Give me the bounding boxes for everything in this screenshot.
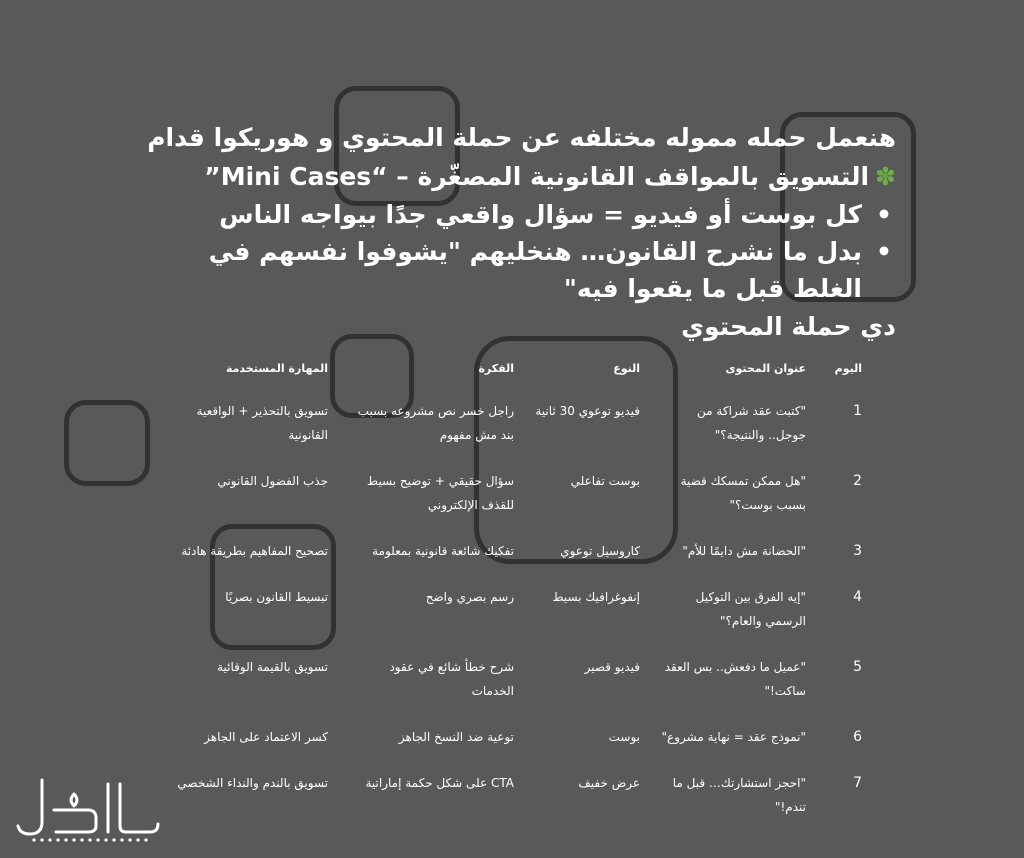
cell-day: 6: [853, 729, 862, 745]
table-header-row: [150, 362, 870, 391]
heading-block: [147, 118, 896, 346]
cell-skill: تسويق بالندم والنداء الشخصي: [177, 776, 328, 790]
cell-type: بوست: [608, 730, 640, 744]
table-row: [150, 647, 870, 717]
cell-type: فيديو توعوي 30 ثانية: [535, 404, 640, 418]
content-schedule-table: [150, 362, 870, 833]
column-header-type: النوع: [613, 362, 640, 375]
cell-day: 3: [853, 543, 862, 559]
cell-idea: راجل خسر نص مشروعه بسبب بند مش مفهوم: [357, 404, 514, 442]
jamal-logo: [12, 770, 162, 850]
cell-type: فيديو قصير: [584, 660, 640, 674]
table-row: [150, 763, 870, 833]
table-row: [150, 577, 870, 647]
column-header-idea: الفكرة: [478, 362, 514, 375]
cell-day: 2: [853, 473, 862, 489]
cell-day: 7: [853, 775, 862, 791]
bullet-item: • كل بوست أو فيديو = سؤال واقعي جدًا بيواجه الناس: [156, 196, 896, 233]
cell-skill: تسويق بالتحذير + الواقعية القانونية: [196, 404, 328, 442]
decor-square-5: [64, 400, 150, 486]
cell-idea: شرح خطأ شائع في عقود الخدمات: [389, 660, 514, 698]
cell-day: 1: [853, 403, 862, 419]
cell-skill: كسر الاعتماد على الجاهز: [204, 730, 328, 744]
puzzle-piece-icon: ✽: [875, 162, 896, 191]
heading-line-2-text: التسويق بالمواقف القانونية المصغّرة – “Mini Cases”: [204, 162, 870, 191]
cell-idea: توعية ضد النسخ الجاهز: [398, 730, 514, 744]
heading-line-2: [156, 157, 896, 196]
cell-title: "عميل ما دفعش.. بس العقد ساكت!": [664, 660, 806, 698]
cell-type: كاروسيل توعوي: [560, 544, 640, 558]
cell-skill: تصحيح المفاهيم بطريقة هادئة: [181, 544, 328, 558]
cell-idea: رسم بصري واضح: [425, 590, 514, 604]
cell-title: "نموذج عقد = نهاية مشروع": [661, 730, 806, 744]
table-row: [150, 717, 870, 763]
table-row: [150, 391, 870, 461]
cell-title: "إيه الفرق بين التوكيل الرسمي والعام؟": [695, 590, 806, 628]
bullet-item: • بدل ما نشرح القانون… هنخليهم "يشوفوا نفسهم في الغلط قبل ما يقعوا فيه": [156, 233, 896, 307]
cell-type: بوست تفاعلي: [570, 474, 640, 488]
heading-line-1: هنعمل حمله مموله مختلفه عن حملة المحتوي و هوريكوا قدام: [147, 123, 896, 152]
column-header-skill: المهارة المستخدمة: [225, 362, 328, 375]
heading-line-3: دي حملة المحتوي: [681, 312, 896, 341]
cell-idea: CTA على شكل حكمة إماراتية: [365, 776, 514, 790]
table-row: [150, 531, 870, 577]
cell-idea: سؤال حقيقي + توضيح بسيط للقذف الإلكتروني: [367, 474, 514, 512]
cell-title: "هل ممكن تمسكك قضية بسبب بوست؟": [680, 474, 806, 512]
cell-skill: تبسيط القانون بصريًا: [225, 590, 328, 604]
column-header-day: اليوم: [834, 362, 862, 375]
table-row: [150, 461, 870, 531]
cell-title: "كتبت عقد شراكة من جوجل.. والنتيجة؟": [697, 404, 806, 442]
cell-type: عرض خفيف: [578, 776, 640, 790]
column-header-title: عنوان المحتوى: [725, 362, 806, 375]
cell-skill: جذب الفضول القانوني: [217, 474, 328, 488]
cell-day: 4: [853, 589, 862, 605]
cell-idea: تفكيك شائعة قانونية بمعلومة: [372, 544, 514, 558]
cell-day: 5: [853, 659, 862, 675]
cell-title: "الحضانة مش دايمًا للأم": [682, 544, 806, 558]
cell-title: "احجز استشارتك… قبل ما تندم!": [672, 776, 806, 814]
cell-skill: تسويق بالقيمة الوقائية: [217, 660, 328, 674]
cell-type: إنفوغرافيك بسيط: [552, 590, 640, 604]
